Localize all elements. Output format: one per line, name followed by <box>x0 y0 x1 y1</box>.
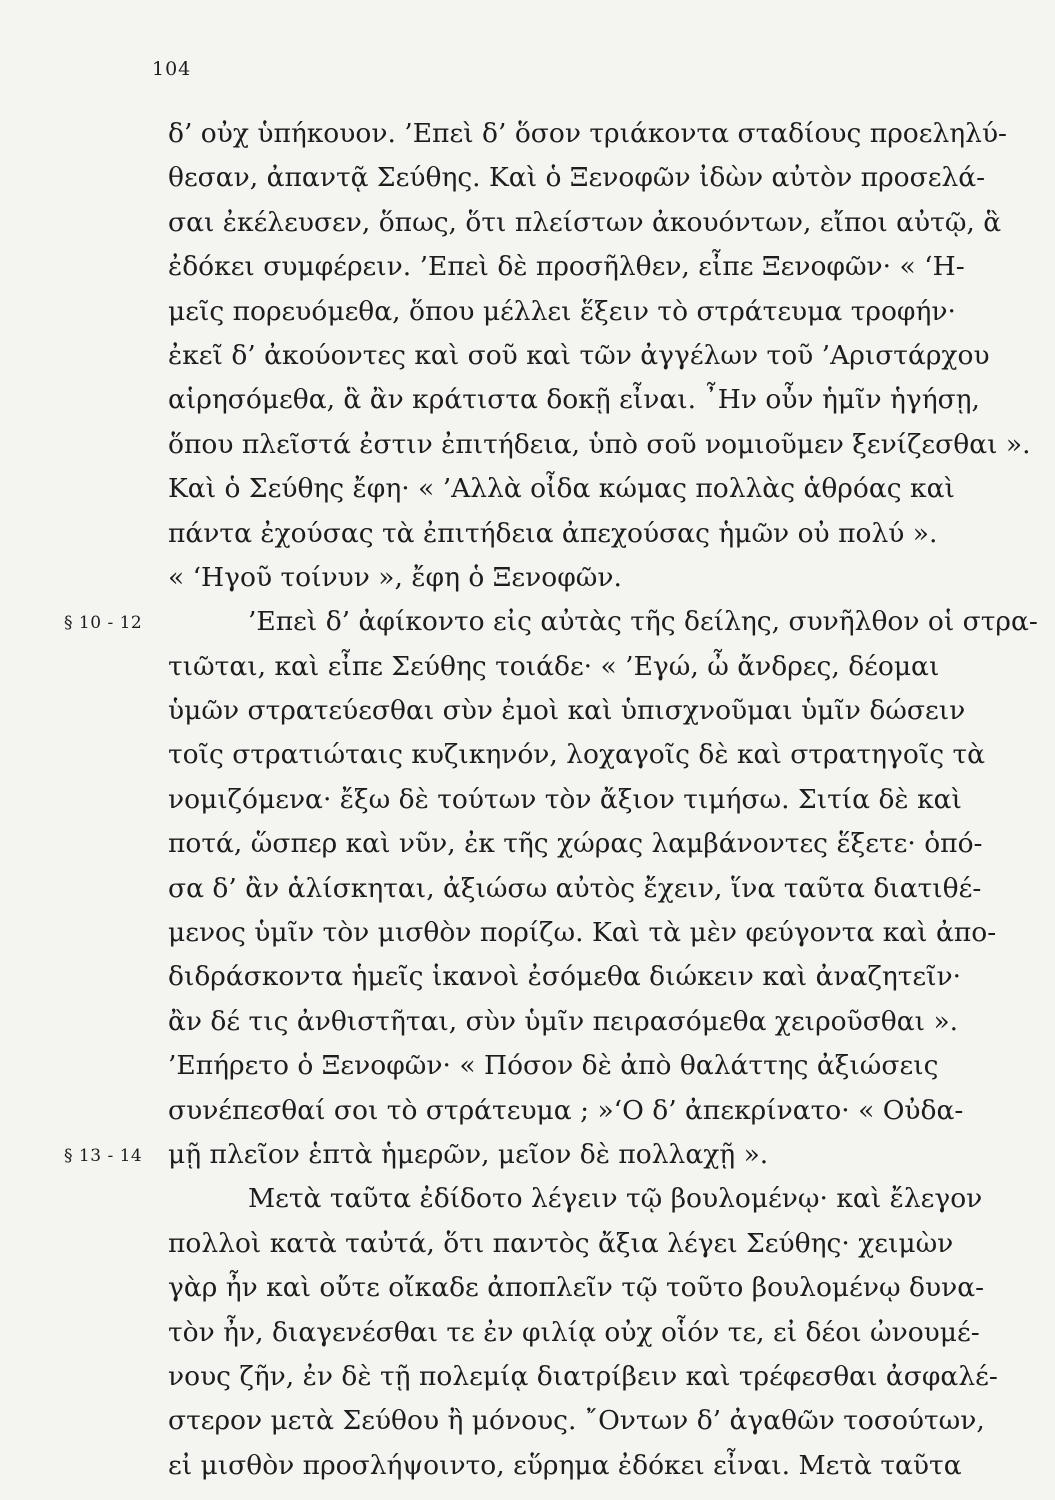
text-line: Καὶ ὁ Σεύθης ἔφη· « ’Αλλὰ οἶδα κώμας πολλὰς ἁθρόας καὶ <box>168 473 955 505</box>
text-line: μεῖς πορευόμεθα, ὅπου μέλλει ἕξειν τὸ στράτευμα τροφήν· <box>168 295 956 327</box>
text-line: σαι ἐκέλευσεν, ὅπως, ὅτι πλείστων ἀκουόντων, εἴποι αὐτῷ, ἃ <box>168 206 1002 238</box>
text-line: ’Επήρετο ὁ Ξενοφῶν· « Πόσον δὲ ἀπὸ θαλάττης ἀξιώσεις <box>168 1050 939 1082</box>
text-line: ἐκεῖ δ’ ἀκούοντες καὶ σοῦ καὶ τῶν ἀγγέλων τοῦ ’Αριστάρχου <box>168 339 990 371</box>
section-margin-note: § 10 - 12 <box>64 613 143 634</box>
body-text <box>168 112 1038 1488</box>
text-line: δ’ οὐχ ὑπήκουον. ’Επεὶ δ’ ὅσον τριάκοντα σταδίους προεληλύ- <box>168 118 1008 149</box>
text-line: τοῖς στρατιώταις κυζικηνόν, λοχαγοῖς δὲ καὶ στρατηγοῖς τὰ <box>168 739 986 771</box>
page-number: 104 <box>152 58 192 80</box>
text-line: « ‘Ηγοῦ τοίνυν », ἔφη ὁ Ξενοφῶν. <box>168 561 622 593</box>
text-line: διδράσκοντα ἡμεῖς ἱκανοὶ ἐσόμεθα διώκειν καὶ ἀναζητεῖν· <box>168 961 962 993</box>
text-line: ἂν δέ τις ἀνθιστῆται, σὺν ὑμῖν πειρασόμεθα χειροῦσθαι ». <box>168 1005 959 1037</box>
text-line: πάντα ἐχούσας τὰ ἐπιτήδεια ἀπεχούσας ἡμῶν οὐ πολύ ». <box>168 517 938 549</box>
text-line: πολλοὶ κατὰ ταὐτά, ὅτι παντὸς ἄξια λέγει Σεύθης· χειμὼν <box>168 1227 954 1259</box>
text-line: ἐδόκει συμφέρειν. ’Επεὶ δὲ προσῆλθεν, εἶπε Ξενοφῶν· « ‘Η- <box>168 251 965 283</box>
text-line: μενος ὑμῖν τὸν μισθὸν πορίζω. Καὶ τὰ μὲν φεύγοντα καὶ ἀπο- <box>168 917 997 949</box>
section-margin-note: § 13 - 14 <box>64 1146 143 1167</box>
text-line: ’Επεὶ δ’ ἀφίκοντο εἰς αὐτὰς τῆς δείλης, συνῆλθον οἱ στρα- <box>248 606 1038 638</box>
text-line: συνέπεσθαί σοι τὸ στράτευμα ; »‘Ο δ’ ἀπεκρίνατο· « Οὐδα- <box>168 1094 964 1126</box>
text-line: στερον μετὰ Σεύθου ἢ μόνους. ῎Οντων δ’ ἀγαθῶν τοσούτων, <box>168 1405 985 1437</box>
text-line: τὸν ἦν, διαγενέσθαι τε ἐν φιλίᾳ οὐχ οἷόν τε, εἰ δέοι ὠνουμέ- <box>168 1316 980 1348</box>
text-line: νους ζῆν, ἐν δὲ τῇ πολεμίᾳ διατρίβειν καὶ τρέφεσθαι ἀσφαλέ- <box>168 1360 998 1392</box>
text-line: μῇ πλεῖον ἑπτὰ ἡμερῶν, μεῖον δὲ πολλαχῇ ». <box>168 1138 769 1170</box>
text-line: θεσαν, ἀπαντᾷ Σεύθης. Καὶ ὁ Ξενοφῶν ἰδὼν αὐτὸν προσελά- <box>168 162 986 194</box>
text-line: εἰ μισθὸν προσλήψοιντο, εὕρημα ἐδόκει εἶναι. Μετὰ ταῦτα <box>168 1449 962 1481</box>
text-line: ποτά, ὥσπερ καὶ νῦν, ἐκ τῆς χώρας λαμβάνοντες ἕξετε· ὁπό- <box>168 828 983 860</box>
text-line: ὅπου πλεῖστά ἐστιν ἐπιτήδεια, ὑπὸ σοῦ νομιοῦμεν ξενίζεσθαι ». <box>168 428 1031 460</box>
text-line: νομιζόμενα· ἔξω δὲ τούτων τὸν ἄξιον τιμήσω. Σιτία δὲ καὶ <box>168 783 962 815</box>
text-line: αἱρησόμεθα, ἃ ἂν κράτιστα δοκῇ εἶναι. ῏Ην οὖν ἡμῖν ἡγήσῃ, <box>168 384 980 416</box>
text-line: γὰρ ἦν καὶ οὔτε οἴκαδε ἀποπλεῖν τῷ τοῦτο βουλομένῳ δυνα- <box>168 1272 985 1304</box>
text-line: σα δ’ ἂν ἁλίσκηται, ἀξιώσω αὐτὸς ἔχειν, ἵνα ταῦτα διατιθέ- <box>168 872 982 904</box>
text-line: ὑμῶν στρατεύεσθαι σὺν ἐμοὶ καὶ ὑπισχνοῦμαι ὑμῖν δώσειν <box>168 695 966 727</box>
text-line: Μετὰ ταῦτα ἐδίδοτο λέγειν τῷ βουλομένῳ· καὶ ἔλεγον <box>248 1183 983 1215</box>
text-line: τιῶται, καὶ εἶπε Σεύθης τοιάδε· « ’Εγώ, ὦ ἄνδρες, δέομαι <box>168 650 940 682</box>
